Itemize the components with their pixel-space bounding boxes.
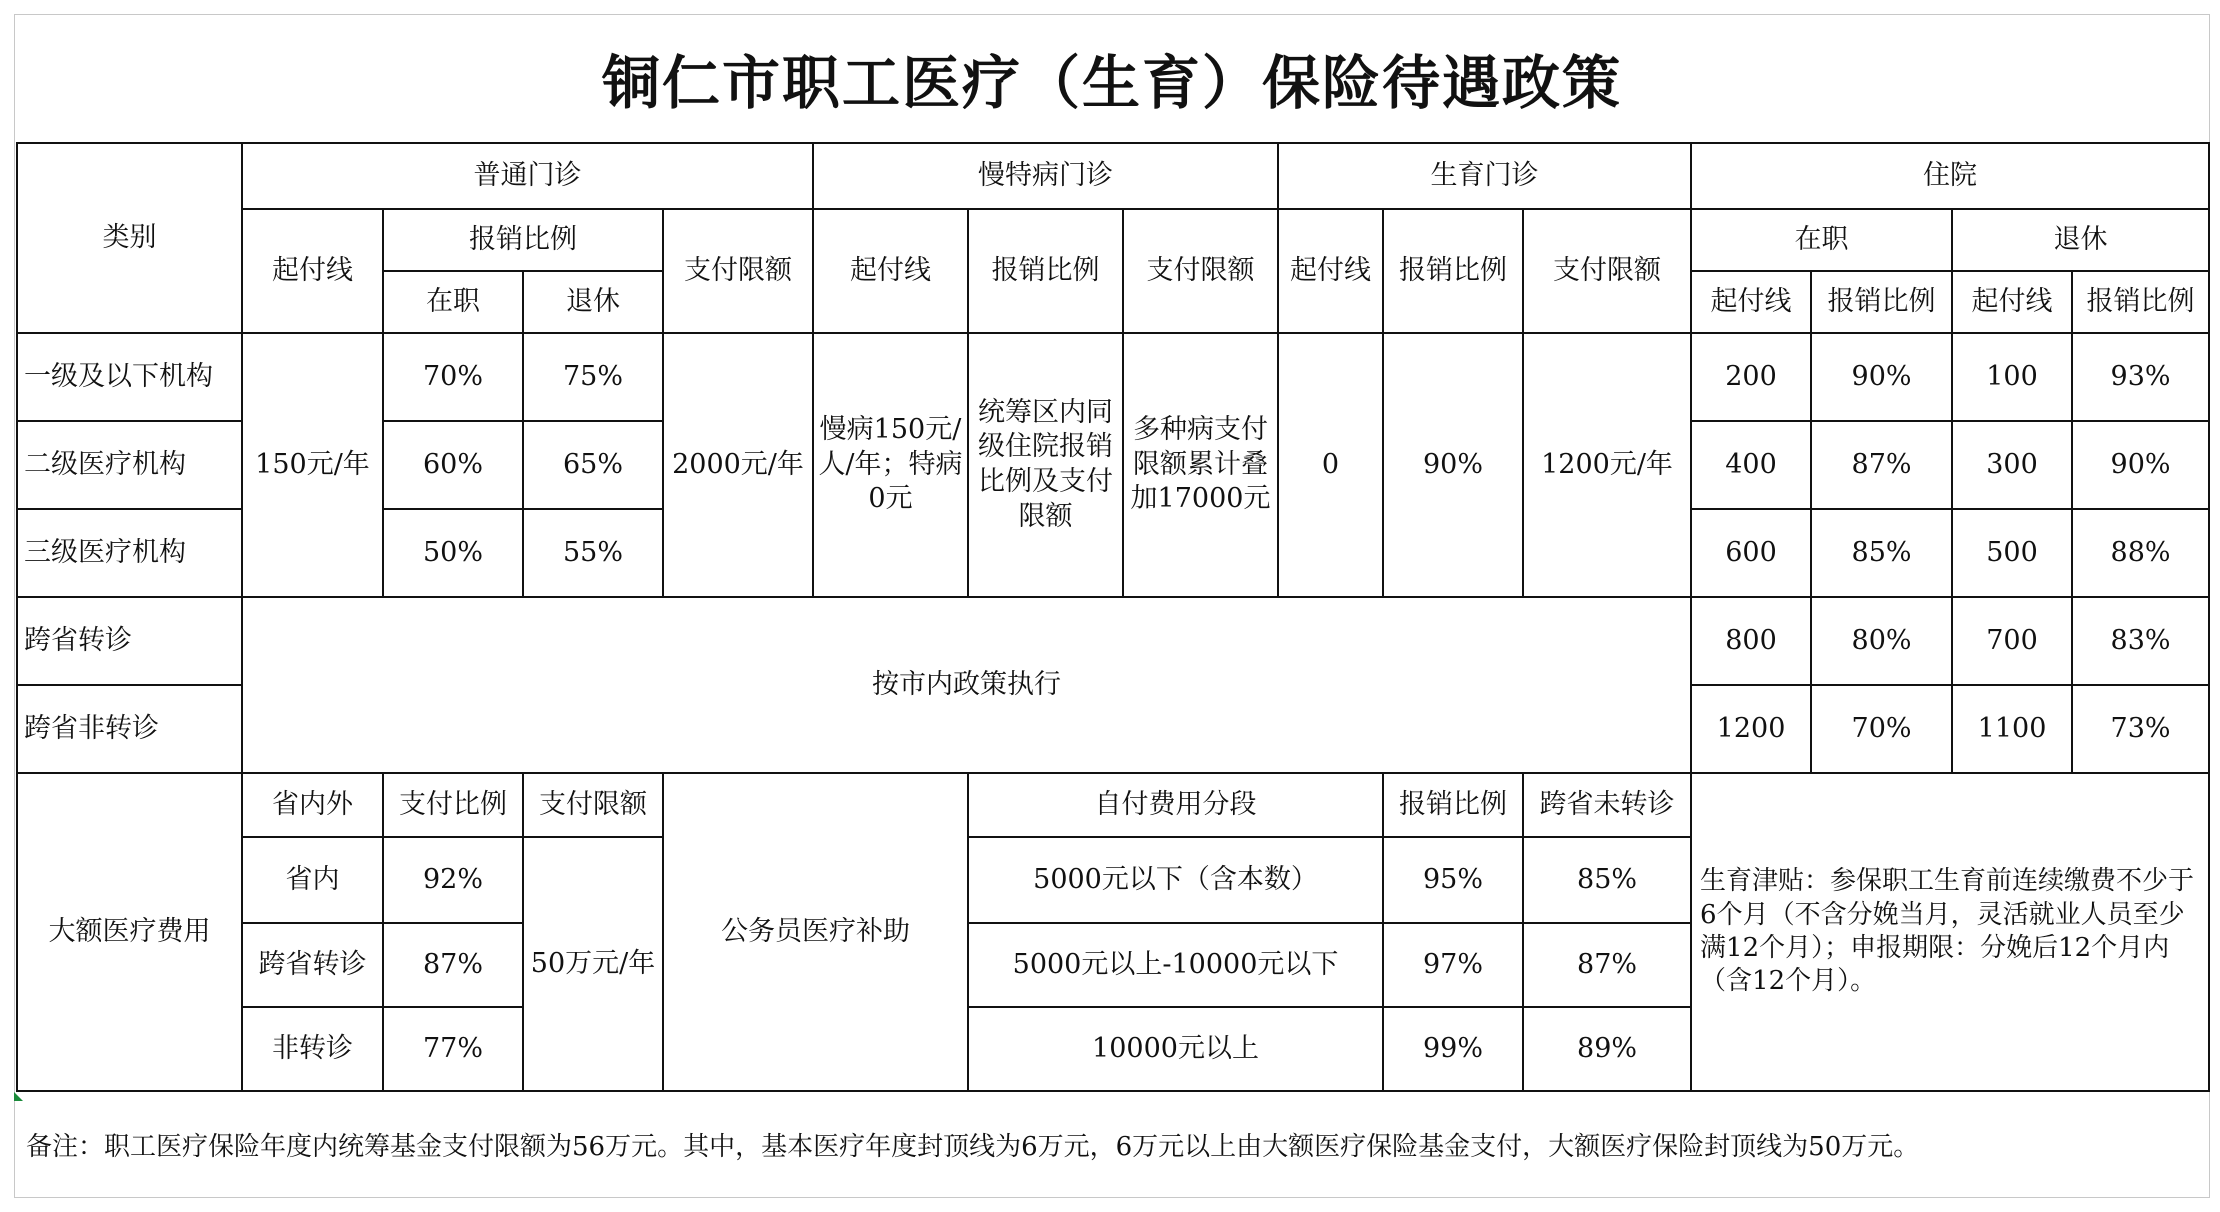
table-row <box>17 333 2209 421</box>
in-emp-ratio: 90% <box>1811 333 1952 421</box>
chronic-deductible: 慢病150元/人/年；特病0元 <box>813 333 968 597</box>
header-go-employed: 在职 <box>383 271 523 333</box>
maternity-limit: 1200元/年 <box>1523 333 1691 597</box>
maternity-deductible: 0 <box>1278 333 1383 597</box>
header-pay-ratio: 支付比例 <box>383 773 523 837</box>
header-region: 省内外 <box>242 773 383 837</box>
go-retired-ratio: 75% <box>523 333 663 421</box>
header-ch-deductible: 起付线 <box>813 209 968 333</box>
region-name: 非转诊 <box>242 1007 383 1091</box>
header-in-ret-ratio: 报销比例 <box>2072 271 2209 333</box>
maternity-ratio: 90% <box>1383 333 1523 597</box>
in-emp-deductible: 200 <box>1691 333 1811 421</box>
segment-ratio: 97% <box>1383 923 1523 1007</box>
segment-range: 10000元以上 <box>968 1007 1383 1091</box>
segment-ratio: 99% <box>1383 1007 1523 1091</box>
cross-policy-note: 按市内政策执行 <box>242 597 1691 773</box>
segment-cross: 89% <box>1523 1007 1691 1091</box>
in-ret-deductible: 100 <box>1952 333 2072 421</box>
header-cross-unreferred: 跨省未转诊 <box>1523 773 1691 837</box>
header-inpatient: 住院 <box>1691 143 2209 209</box>
in-ret-deductible: 1100 <box>1952 685 2072 773</box>
header-mat-limit: 支付限额 <box>1523 209 1691 333</box>
header-go-retired: 退休 <box>523 271 663 333</box>
region-name: 省内 <box>242 837 383 923</box>
in-emp-deductible: 400 <box>1691 421 1811 509</box>
row-label: 跨省转诊 <box>17 597 242 685</box>
in-ret-ratio: 88% <box>2072 509 2209 597</box>
header-ch-limit: 支付限额 <box>1123 209 1278 333</box>
policy-table <box>16 142 2210 1092</box>
in-ret-ratio: 93% <box>2072 333 2209 421</box>
table-row <box>17 597 2209 685</box>
segment-ratio: 95% <box>1383 837 1523 923</box>
in-ret-deductible: 500 <box>1952 509 2072 597</box>
header-mat-ratio: 报销比例 <box>1383 209 1523 333</box>
header-general-outpatient: 普通门诊 <box>242 143 813 209</box>
in-emp-ratio: 70% <box>1811 685 1952 773</box>
segment-range: 5000元以下（含本数） <box>968 837 1383 923</box>
in-ret-deductible: 300 <box>1952 421 2072 509</box>
remark-note: 备注：职工医疗保险年度内统筹基金支付限额为56万元。其中，基本医疗年度封顶线为6万元，6万元以上由大额医疗保险基金支付，大额医疗保险封顶线为50万元。 <box>26 1131 1920 1162</box>
header-maternity-outpatient: 生育门诊 <box>1278 143 1691 209</box>
in-emp-ratio: 85% <box>1811 509 1952 597</box>
segment-cross: 85% <box>1523 837 1691 923</box>
region-ratio: 77% <box>383 1007 523 1091</box>
page-title: 铜仁市职工医疗（生育）保险待遇政策 <box>601 48 1622 117</box>
header-go-deductible: 起付线 <box>242 209 383 333</box>
in-ret-ratio: 73% <box>2072 685 2209 773</box>
go-employed-ratio: 70% <box>383 333 523 421</box>
go-employed-ratio: 50% <box>383 509 523 597</box>
header-segment-ratio: 报销比例 <box>1383 773 1523 837</box>
in-ret-ratio: 90% <box>2072 421 2209 509</box>
region-ratio: 87% <box>383 923 523 1007</box>
in-emp-ratio: 80% <box>1811 597 1952 685</box>
in-emp-ratio: 87% <box>1811 421 1952 509</box>
header-ch-ratio: 报销比例 <box>968 209 1123 333</box>
go-limit: 2000元/年 <box>663 333 813 597</box>
in-ret-ratio: 83% <box>2072 597 2209 685</box>
header-pay-limit: 支付限额 <box>523 773 663 837</box>
row-label: 跨省非转诊 <box>17 685 242 773</box>
chronic-limit: 多种病支付限额累计叠加17000元 <box>1123 333 1278 597</box>
header-in-emp-deductible: 起付线 <box>1691 271 1811 333</box>
go-employed-ratio: 60% <box>383 421 523 509</box>
header-go-ratio: 报销比例 <box>383 209 663 271</box>
header-mat-deductible: 起付线 <box>1278 209 1383 333</box>
maternity-allowance-note: 生育津贴：参保职工生育前连续缴费不少于6个月（不含分娩当月，灵活就业人员至少满12个月）；申报期限：分娩后12个月内（含12个月）。 <box>1691 773 2209 1091</box>
row-label: 三级医疗机构 <box>17 509 242 597</box>
header-in-employed: 在职 <box>1691 209 1952 271</box>
in-emp-deductible: 1200 <box>1691 685 1811 773</box>
major-pay-limit: 50万元/年 <box>523 837 663 1091</box>
header-go-limit: 支付限额 <box>663 209 813 333</box>
region-ratio: 92% <box>383 837 523 923</box>
header-segment: 自付费用分段 <box>968 773 1383 837</box>
chronic-ratio: 统筹区内同级住院报销比例及支付限额 <box>968 333 1123 597</box>
in-emp-deductible: 600 <box>1691 509 1811 597</box>
go-retired-ratio: 55% <box>523 509 663 597</box>
header-in-ret-deductible: 起付线 <box>1952 271 2072 333</box>
in-emp-deductible: 800 <box>1691 597 1811 685</box>
row-label: 二级医疗机构 <box>17 421 242 509</box>
segment-range: 5000元以上-10000元以下 <box>968 923 1383 1007</box>
header-in-emp-ratio: 报销比例 <box>1811 271 1952 333</box>
segment-cross: 87% <box>1523 923 1691 1007</box>
go-deductible: 150元/年 <box>242 333 383 597</box>
header-in-retired: 退休 <box>1952 209 2209 271</box>
region-name: 跨省转诊 <box>242 923 383 1007</box>
row-label: 一级及以下机构 <box>17 333 242 421</box>
header-chronic-outpatient: 慢特病门诊 <box>813 143 1278 209</box>
major-medical-label: 大额医疗费用 <box>17 773 242 1091</box>
header-category: 类别 <box>17 143 242 333</box>
go-retired-ratio: 65% <box>523 421 663 509</box>
civil-servant-subsidy: 公务员医疗补助 <box>663 773 968 1091</box>
in-ret-deductible: 700 <box>1952 597 2072 685</box>
